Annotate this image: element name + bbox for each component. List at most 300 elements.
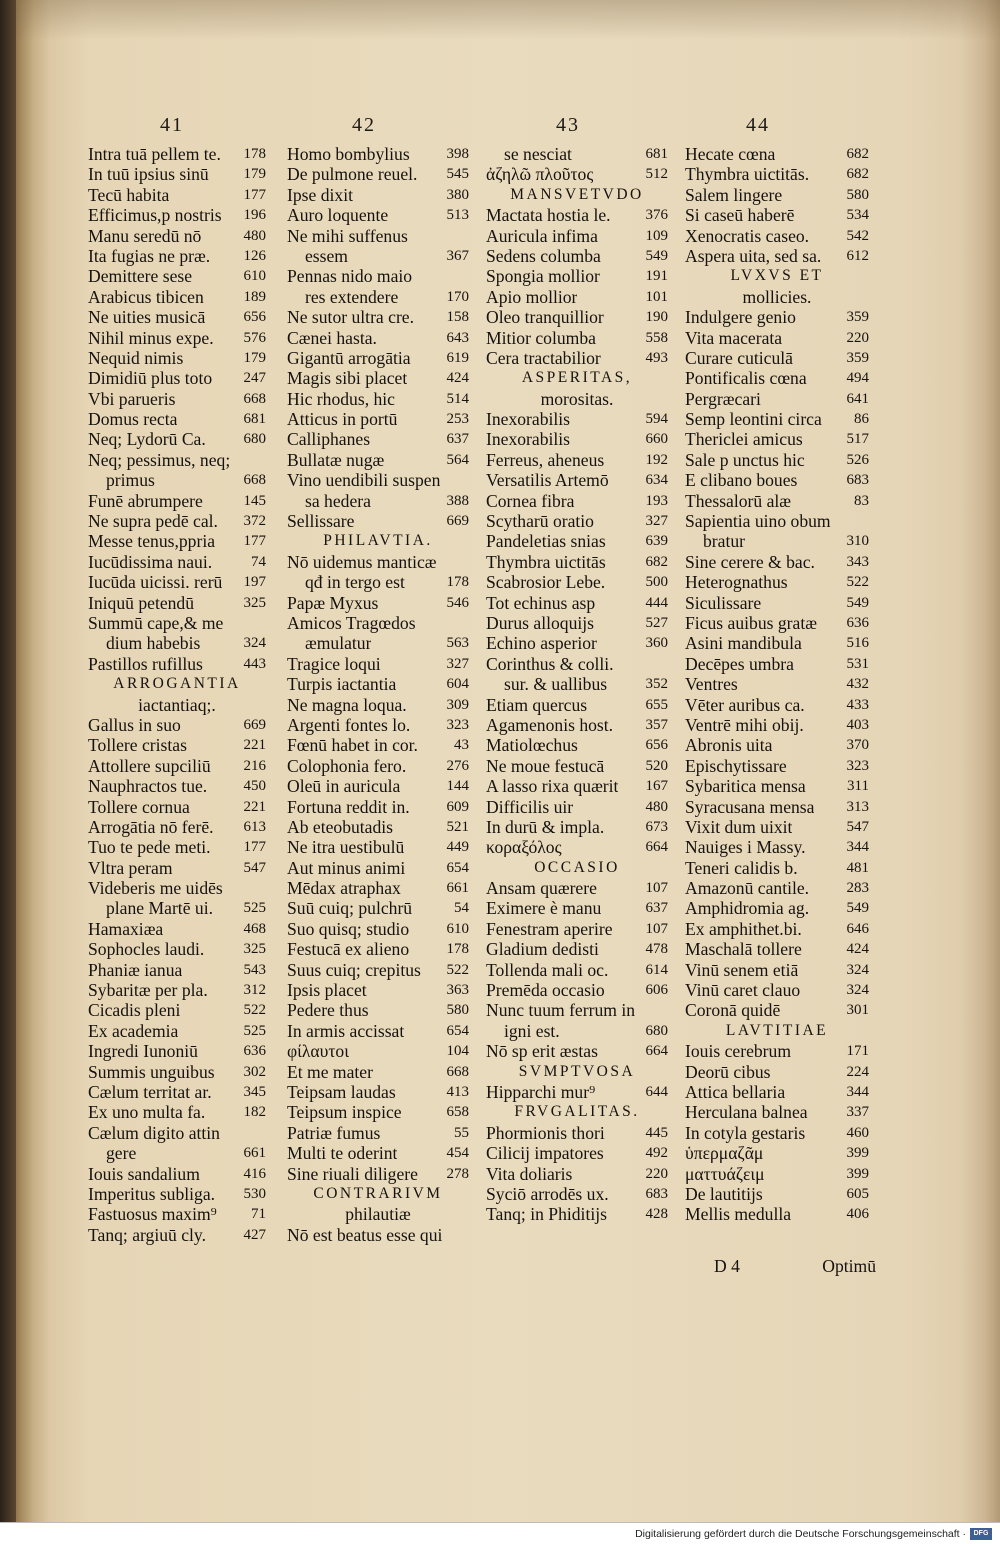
entry-text: Thessalorū alæ [685,490,792,511]
entry-number: 512 [645,166,668,183]
entry-number: 171 [846,1043,869,1060]
entry-number: 179 [243,166,266,183]
index-entry [685,756,869,776]
index-entry [88,633,266,653]
index-entry [287,1102,469,1122]
entry-text: Mitior columba [486,327,596,348]
entry-number: 643 [446,329,469,346]
index-entry [685,1062,869,1082]
entry-text: E clibano boues [685,470,798,491]
entry-number: 454 [446,1145,469,1162]
entry-text: Ne magna loqua. [287,694,407,715]
index-entry [685,1164,869,1184]
entry-number: 636 [846,614,869,631]
index-entry [486,552,668,572]
entry-text: SVMPTVOSA [518,1062,636,1080]
index-entry [685,1000,869,1020]
entry-text: Epischytissare [685,755,787,776]
index-entry [88,878,266,898]
entry-number: 450 [243,778,266,795]
index-entry [287,491,469,511]
entry-text: Ansam quærere [486,878,597,899]
entry-number: 654 [446,1022,469,1039]
index-entry [486,1143,668,1163]
entry-number: 413 [446,1083,469,1100]
entry-number: 352 [645,676,668,693]
entry-number: 74 [251,553,266,570]
index-entry [287,1062,469,1082]
index-entry [287,185,469,205]
index-entry [486,960,668,980]
entry-number: 636 [243,1043,266,1060]
entry-number: 370 [846,737,869,754]
entry-text: ἀζηλῶ πλοῦτος [486,164,594,185]
index-entry [685,1102,869,1122]
index-entry [88,797,266,817]
index-entry [685,817,869,837]
entry-number: 612 [846,247,869,264]
entry-text: mollicies. [742,286,812,307]
index-entry [685,470,869,490]
index-entry [486,450,668,470]
index-entry [88,368,266,388]
entry-number: 399 [846,1145,869,1162]
entry-number: 216 [243,757,266,774]
entry-text: Auro loquente [287,205,389,226]
entry-number: 220 [645,1165,668,1182]
index-entry [685,960,869,980]
signature-mark: D 4 [714,1256,740,1276]
section-heading [486,185,668,205]
entry-number: 547 [846,818,869,835]
entry-number: 190 [645,309,668,326]
entry-text: Difficilis uir [486,796,574,817]
entry-text: Thymbra uictitās. [685,164,810,185]
entry-number: 424 [846,941,869,958]
index-entry [88,756,266,776]
index-entry [88,429,266,449]
entry-number: 604 [446,676,469,693]
entry-number: 178 [446,574,469,591]
entry-text: Nō uidemus manticæ [287,551,437,572]
section-heading [685,1021,869,1041]
entry-text: Ne sutor ultra cre. [287,307,415,328]
entry-text: LAVTITIAE [725,1021,829,1039]
index-entry [685,491,869,511]
book-spine-edge [0,0,16,1522]
index-entry [685,613,869,633]
entry-text: Aut minus animi [287,857,406,878]
index-entry [486,695,668,715]
index-entry [88,572,266,592]
entry-text: Gigantū arrogātia [287,347,411,368]
entry-number: 380 [446,186,469,203]
index-entry [287,960,469,980]
index-entry [88,164,266,184]
index-entry [287,348,469,368]
entry-number: 167 [645,778,668,795]
section-heading [486,368,668,388]
index-entry [685,1041,869,1061]
index-entry [486,409,668,429]
entry-number: 325 [243,594,266,611]
entry-number: 177 [243,839,266,856]
entry-text: dium habebis [106,633,201,654]
entry-text: Ne mihi suffenus [287,225,408,246]
index-entry [486,756,668,776]
entry-text: Papæ Myxus [287,592,379,613]
index-entry [486,735,668,755]
entry-number: 661 [243,1145,266,1162]
entry-text: Thericlei amicus [685,429,803,450]
entry-number: 681 [243,411,266,428]
entry-text: Manu seredū nō [88,225,202,246]
index-column-44 [685,144,869,1225]
index-entry [287,654,469,674]
index-entry [287,450,469,470]
entry-text: Asini mandibula [685,633,802,654]
entry-number: 449 [446,839,469,856]
entry-text: Sapientia uino obum [685,511,831,532]
index-entry [287,266,469,286]
index-entry [685,531,869,551]
entry-number: 367 [446,247,469,264]
entry-number: 664 [645,839,668,856]
entry-text: Ventres [685,674,738,695]
entry-number: 610 [243,268,266,285]
entry-number: 558 [645,329,668,346]
index-entry [486,1123,668,1143]
entry-text: Ex uno multa fa. [88,1102,206,1123]
index-entry [685,776,869,796]
entry-number: 669 [446,513,469,530]
entry-text: Gladium dedisti [486,939,599,960]
entry-number: 145 [243,492,266,509]
entry-number: 619 [446,349,469,366]
index-entry [486,348,668,368]
entry-number: 344 [846,1083,869,1100]
entry-text: essem [305,245,348,266]
entry-number: 637 [446,431,469,448]
index-entry [287,858,469,878]
entry-text: Premēda occasio [486,980,605,1001]
index-entry [486,511,668,531]
entry-number: 545 [446,166,469,183]
entry-text: LVXVS ET [730,267,824,285]
entry-text: Iniquū petendū [88,592,195,613]
entry-text: Imperitus subliga. [88,1183,216,1204]
index-entry [88,1204,266,1224]
entry-number: 594 [645,411,668,428]
index-entry [486,1164,668,1184]
index-entry [287,246,469,266]
index-entry [88,593,266,613]
entry-text: Neq; Lydorū Ca. [88,429,206,450]
entry-text: Homo bombylius [287,144,410,164]
entry-text: Sybaritica mensa [685,776,806,797]
entry-text: Agamenonis host. [486,714,614,735]
section-subheading [685,287,869,307]
entry-text: Auricula infima [486,225,598,246]
folio-44: 44 [746,114,770,136]
index-column-41 [88,144,266,1245]
entry-number: 182 [243,1104,266,1121]
entry-text: plane Martē ui. [106,898,213,919]
entry-number: 283 [846,880,869,897]
entry-text: Dimidiū plus toto [88,368,213,389]
entry-number: 683 [645,1185,668,1202]
entry-text: Hipparchi mur⁹ [486,1081,596,1102]
footer-bar [0,1522,1000,1544]
index-entry [486,531,668,551]
entry-text: Multi te oderint [287,1143,398,1164]
index-entry [486,429,668,449]
entry-number: 673 [645,818,668,835]
entry-number: 221 [243,737,266,754]
index-entry [685,1082,869,1102]
index-entry [486,593,668,613]
section-heading [287,531,469,551]
entry-number: 530 [243,1185,266,1202]
index-entry [287,633,469,653]
index-entry [287,144,469,164]
entry-text: Suus cuiq; crepitus [287,959,421,980]
entry-number: 323 [846,757,869,774]
entry-text: Nunc tuum ferrum in [486,1000,636,1021]
index-entry [88,613,266,633]
entry-number: 654 [446,859,469,876]
entry-number: 493 [645,349,668,366]
entry-number: 55 [454,1124,469,1141]
entry-text: Gallus in suo [88,714,181,735]
entry-text: Teneri calidis b. [685,857,798,878]
footer-credit: Digitalisierung gefördert durch die Deutsche Forschungsgemeinschaft · [635,1527,966,1540]
entry-number: 324 [243,635,266,652]
entry-number: 682 [645,553,668,570]
index-entry [88,246,266,266]
entry-text: Phormionis thori [486,1122,605,1143]
index-entry [287,613,469,633]
entry-text: Iouis sandalium [88,1163,200,1184]
entry-number: 644 [645,1083,668,1100]
index-entry [287,797,469,817]
entry-number: 664 [645,1043,668,1060]
entry-number: 177 [243,186,266,203]
index-entry [287,164,469,184]
entry-number: 546 [446,594,469,611]
entry-number: 680 [243,431,266,448]
entry-number: 494 [846,370,869,387]
entry-number: 424 [446,370,469,387]
entry-number: 646 [846,920,869,937]
index-entry [88,531,266,551]
entry-text: Efficimus,p nostris [88,205,222,226]
index-entry [287,552,469,572]
entry-text: Arabicus tibicen [88,286,204,307]
entry-number: 325 [243,941,266,958]
entry-number: 580 [846,186,869,203]
entry-text: gere [106,1143,137,1164]
entry-text: Oleū in auricula [287,776,401,797]
entry-text: Curare cuticulā [685,347,793,368]
index-entry [486,654,668,674]
index-entry [685,389,869,409]
entry-text: In cotyla gestaris [685,1122,806,1143]
entry-text: Mellis medulla [685,1204,792,1225]
index-entry [685,980,869,1000]
index-entry [486,491,668,511]
entry-number: 126 [243,247,266,264]
index-entry [685,246,869,266]
entry-text: Ab eteobutadis [287,816,394,837]
index-entry [287,429,469,449]
entry-number: 443 [243,655,266,672]
index-entry [88,980,266,1000]
index-entry [685,368,869,388]
index-entry [88,1021,266,1041]
entry-number: 527 [645,614,668,631]
entry-text: Corinthus & colli. [486,653,614,674]
index-entry [685,797,869,817]
entry-number: 525 [243,1022,266,1039]
entry-number: 680 [645,1022,668,1039]
entry-number: 363 [446,982,469,999]
entry-text: Semp leontini circa [685,409,822,430]
entry-text: Neq; pessimus, neq; [88,449,231,470]
index-entry [287,1082,469,1102]
entry-text: FRVGALITAS. [514,1103,640,1121]
index-entry [685,919,869,939]
index-entry [486,1082,668,1102]
entry-number: 656 [645,737,668,754]
section-heading [486,1062,668,1082]
index-entry [88,1164,266,1184]
entry-number: 522 [243,1002,266,1019]
catchword: Optimū [822,1256,876,1276]
entry-text: Vinū caret clauo [685,980,801,1001]
index-entry [287,226,469,246]
entry-text: Iucūdissima naui. [88,551,213,572]
index-entry [486,287,668,307]
entry-number: 327 [446,655,469,672]
index-entry [685,511,869,531]
entry-number: 682 [846,146,869,162]
entry-text: Spongia mollior [486,266,600,287]
entry-text: In durū & impla. [486,816,605,837]
index-entry [685,328,869,348]
entry-text: Sellissare [287,511,355,532]
entry-number: 179 [243,349,266,366]
index-entry [287,593,469,613]
entry-number: 428 [645,1206,668,1223]
index-entry [88,552,266,572]
entry-number: 372 [243,513,266,530]
entry-text: Maschalā tollere [685,939,802,960]
index-entry [685,1184,869,1204]
entry-number: 398 [446,146,469,162]
entry-number: 655 [645,696,668,713]
entry-text: qđ in tergo est [305,572,405,593]
entry-number: 109 [645,227,668,244]
section-heading [486,1102,668,1122]
entry-number: 178 [243,146,266,162]
index-entry [88,470,266,490]
entry-text: OCCASIO [534,858,620,876]
entry-number: 681 [645,146,668,162]
entry-text: Tollere cornua [88,796,190,817]
entry-text: Fastuosus maxim⁹ [88,1204,217,1225]
entry-number: 221 [243,798,266,815]
index-entry [88,205,266,225]
index-entry [287,470,469,490]
entry-number: 614 [645,961,668,978]
entry-number: 542 [846,227,869,244]
entry-text: Vita doliaris [486,1163,573,1184]
entry-text: Ita fugias ne præ. [88,245,211,266]
entry-text: In tuū ipsius sinū [88,164,209,185]
index-entry [88,144,266,164]
entry-text: Cera tractabilior [486,347,601,368]
entry-text: Pandeletias snias [486,531,606,552]
entry-number: 406 [846,1206,869,1223]
entry-text: Bullatæ nugæ [287,449,385,470]
entry-text: Ex amphithet.bi. [685,918,802,939]
entry-text: bratur [703,531,746,552]
entry-number: 312 [243,982,266,999]
entry-text: sa hedera [305,490,371,511]
entry-number: 276 [446,757,469,774]
entry-number: 433 [846,696,869,713]
index-entry [287,1021,469,1041]
entry-number: 516 [846,635,869,652]
index-entry [685,572,869,592]
entry-text: Cilicij impatores [486,1143,604,1164]
entry-text: Domus recta [88,409,178,430]
entry-text: Deorū cibus [685,1061,771,1082]
index-entry [486,837,668,857]
entry-text: Suū cuiq; pulchrū [287,898,413,919]
catchword-line [714,1256,876,1277]
entry-number: 656 [243,309,266,326]
index-entry [486,1204,668,1224]
entry-number: 522 [846,574,869,591]
index-entry [486,878,668,898]
entry-number: 668 [243,390,266,407]
entry-text: Argenti fontes lo. [287,714,411,735]
entry-text: Magis sibi placet [287,368,408,389]
index-entry [486,613,668,633]
entry-text: Heterognathus [685,572,788,593]
entry-text: MANSVETVDO [510,185,644,203]
entry-number: 357 [645,716,668,733]
folio-41: 41 [160,114,184,136]
entry-number: 360 [645,635,668,652]
entry-text: Versatilis Artemō [486,470,609,491]
entry-number: 500 [645,574,668,591]
entry-number: 481 [846,859,869,876]
entry-number: 83 [854,492,869,509]
entry-number: 682 [846,166,869,183]
index-entry [685,144,869,164]
entry-text: In armis accissat [287,1020,405,1041]
entry-number: 309 [446,696,469,713]
entry-text: Si caseū haberē [685,205,795,226]
entry-text: Herculana balnea [685,1102,808,1123]
entry-text: iactantiaq;. [138,694,216,715]
index-entry [486,1184,668,1204]
entry-number: 549 [846,900,869,917]
entry-text: Syracusana mensa [685,796,815,817]
